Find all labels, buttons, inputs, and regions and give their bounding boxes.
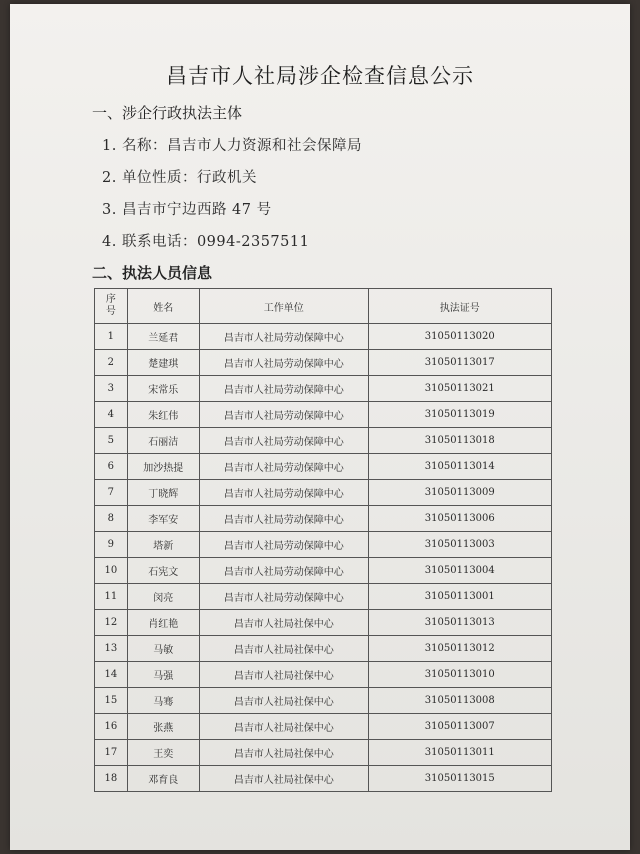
column-header-name: 姓名 (127, 289, 199, 324)
column-header-seq-label: 序号 (105, 294, 116, 317)
cell-seq: 5 (95, 428, 128, 454)
cell-unit: 昌吉市人社局劳动保障中心 (199, 532, 368, 558)
cell-cert: 31050113010 (368, 662, 551, 688)
info-line-unit-type: 2. 单位性质：行政机关 (102, 170, 257, 186)
cell-seq: 14 (95, 662, 128, 688)
cell-cert: 31050113003 (368, 532, 551, 558)
table-row (95, 662, 552, 688)
cell-unit: 昌吉市人社局劳动保障中心 (199, 584, 368, 610)
cell-cert: 31050113013 (368, 610, 551, 636)
cell-name: 马骞 (127, 688, 199, 714)
cell-cert: 31050113018 (368, 428, 551, 454)
table-row (95, 454, 552, 480)
cell-cert: 31050113007 (368, 714, 551, 740)
table-header-row (95, 289, 552, 324)
cell-seq: 10 (95, 558, 128, 584)
cell-name: 丁晓辉 (127, 480, 199, 506)
cell-seq: 1 (95, 324, 128, 350)
table-row (95, 402, 552, 428)
cell-unit: 昌吉市人社局社保中心 (199, 714, 368, 740)
cell-name: 加沙热提 (127, 454, 199, 480)
cell-cert: 31050113004 (368, 558, 551, 584)
cell-unit: 昌吉市人社局劳动保障中心 (199, 480, 368, 506)
cell-cert: 31050113014 (368, 454, 551, 480)
table-row (95, 480, 552, 506)
cell-seq: 13 (95, 636, 128, 662)
cell-cert: 31050113020 (368, 324, 551, 350)
cell-name: 邓育良 (127, 766, 199, 792)
cell-unit: 昌吉市人社局社保中心 (199, 636, 368, 662)
cell-cert: 31050113009 (368, 480, 551, 506)
cell-name: 马强 (127, 662, 199, 688)
cell-name: 闵亮 (127, 584, 199, 610)
section-heading-staff-info: 二、执法人员信息 (92, 264, 213, 282)
cell-name: 石宪文 (127, 558, 199, 584)
cell-seq: 16 (95, 714, 128, 740)
cell-cert: 31050113011 (368, 740, 551, 766)
staff-table (94, 288, 552, 792)
cell-unit: 昌吉市人社局劳动保障中心 (199, 454, 368, 480)
cell-unit: 昌吉市人社局社保中心 (199, 610, 368, 636)
table-row (95, 558, 552, 584)
cell-name: 兰延君 (127, 324, 199, 350)
cell-name: 李军安 (127, 506, 199, 532)
cell-cert: 31050113015 (368, 766, 551, 792)
cell-unit: 昌吉市人社局劳动保障中心 (199, 428, 368, 454)
cell-name: 塔新 (127, 532, 199, 558)
cell-unit: 昌吉市人社局劳动保障中心 (199, 376, 368, 402)
cell-cert: 31050113008 (368, 688, 551, 714)
cell-name: 肖红艳 (127, 610, 199, 636)
cell-seq: 7 (95, 480, 128, 506)
cell-seq: 3 (95, 376, 128, 402)
document-page (10, 4, 630, 850)
cell-name: 王奕 (127, 740, 199, 766)
cell-seq: 18 (95, 766, 128, 792)
info-line-address: 3. 昌吉市宁边西路 47 号 (102, 202, 272, 218)
table-row (95, 636, 552, 662)
cell-cert: 31050113001 (368, 584, 551, 610)
table-row (95, 506, 552, 532)
cell-seq: 8 (95, 506, 128, 532)
column-header-unit: 工作单位 (199, 289, 368, 324)
column-header-seq (95, 289, 128, 324)
cell-name: 楚建琪 (127, 350, 199, 376)
cell-seq: 12 (95, 610, 128, 636)
cell-cert: 31050113021 (368, 376, 551, 402)
info-line-phone: 4. 联系电话：0994-2357511 (102, 234, 310, 250)
table-row (95, 376, 552, 402)
cell-unit: 昌吉市人社局社保中心 (199, 662, 368, 688)
cell-unit: 昌吉市人社局劳动保障中心 (199, 506, 368, 532)
cell-unit: 昌吉市人社局社保中心 (199, 766, 368, 792)
table-row (95, 714, 552, 740)
cell-unit: 昌吉市人社局劳动保障中心 (199, 324, 368, 350)
table-row (95, 350, 552, 376)
table-row (95, 766, 552, 792)
cell-seq: 6 (95, 454, 128, 480)
table-row (95, 532, 552, 558)
cell-cert: 31050113006 (368, 506, 551, 532)
table-row (95, 610, 552, 636)
section-heading-enforcement-body: 一、涉企行政执法主体 (92, 104, 243, 122)
cell-seq: 2 (95, 350, 128, 376)
table-row (95, 428, 552, 454)
cell-name: 马敏 (127, 636, 199, 662)
table-row (95, 584, 552, 610)
cell-seq: 4 (95, 402, 128, 428)
cell-cert: 31050113019 (368, 402, 551, 428)
cell-cert: 31050113012 (368, 636, 551, 662)
column-header-cert: 执法证号 (368, 289, 551, 324)
cell-name: 石丽洁 (127, 428, 199, 454)
table-row (95, 740, 552, 766)
cell-unit: 昌吉市人社局劳动保障中心 (199, 402, 368, 428)
cell-unit: 昌吉市人社局劳动保障中心 (199, 350, 368, 376)
table-row (95, 688, 552, 714)
cell-seq: 11 (95, 584, 128, 610)
cell-seq: 17 (95, 740, 128, 766)
cell-unit: 昌吉市人社局社保中心 (199, 740, 368, 766)
cell-unit: 昌吉市人社局劳动保障中心 (199, 558, 368, 584)
cell-unit: 昌吉市人社局社保中心 (199, 688, 368, 714)
table-row (95, 324, 552, 350)
cell-cert: 31050113017 (368, 350, 551, 376)
info-line-name: 1. 名称：昌吉市人力资源和社会保障局 (102, 138, 362, 154)
cell-name: 张燕 (127, 714, 199, 740)
cell-seq: 15 (95, 688, 128, 714)
cell-name: 宋常乐 (127, 376, 199, 402)
cell-name: 朱红伟 (127, 402, 199, 428)
cell-seq: 9 (95, 532, 128, 558)
document-title: 昌吉市人社局涉企检查信息公示 (166, 64, 474, 88)
